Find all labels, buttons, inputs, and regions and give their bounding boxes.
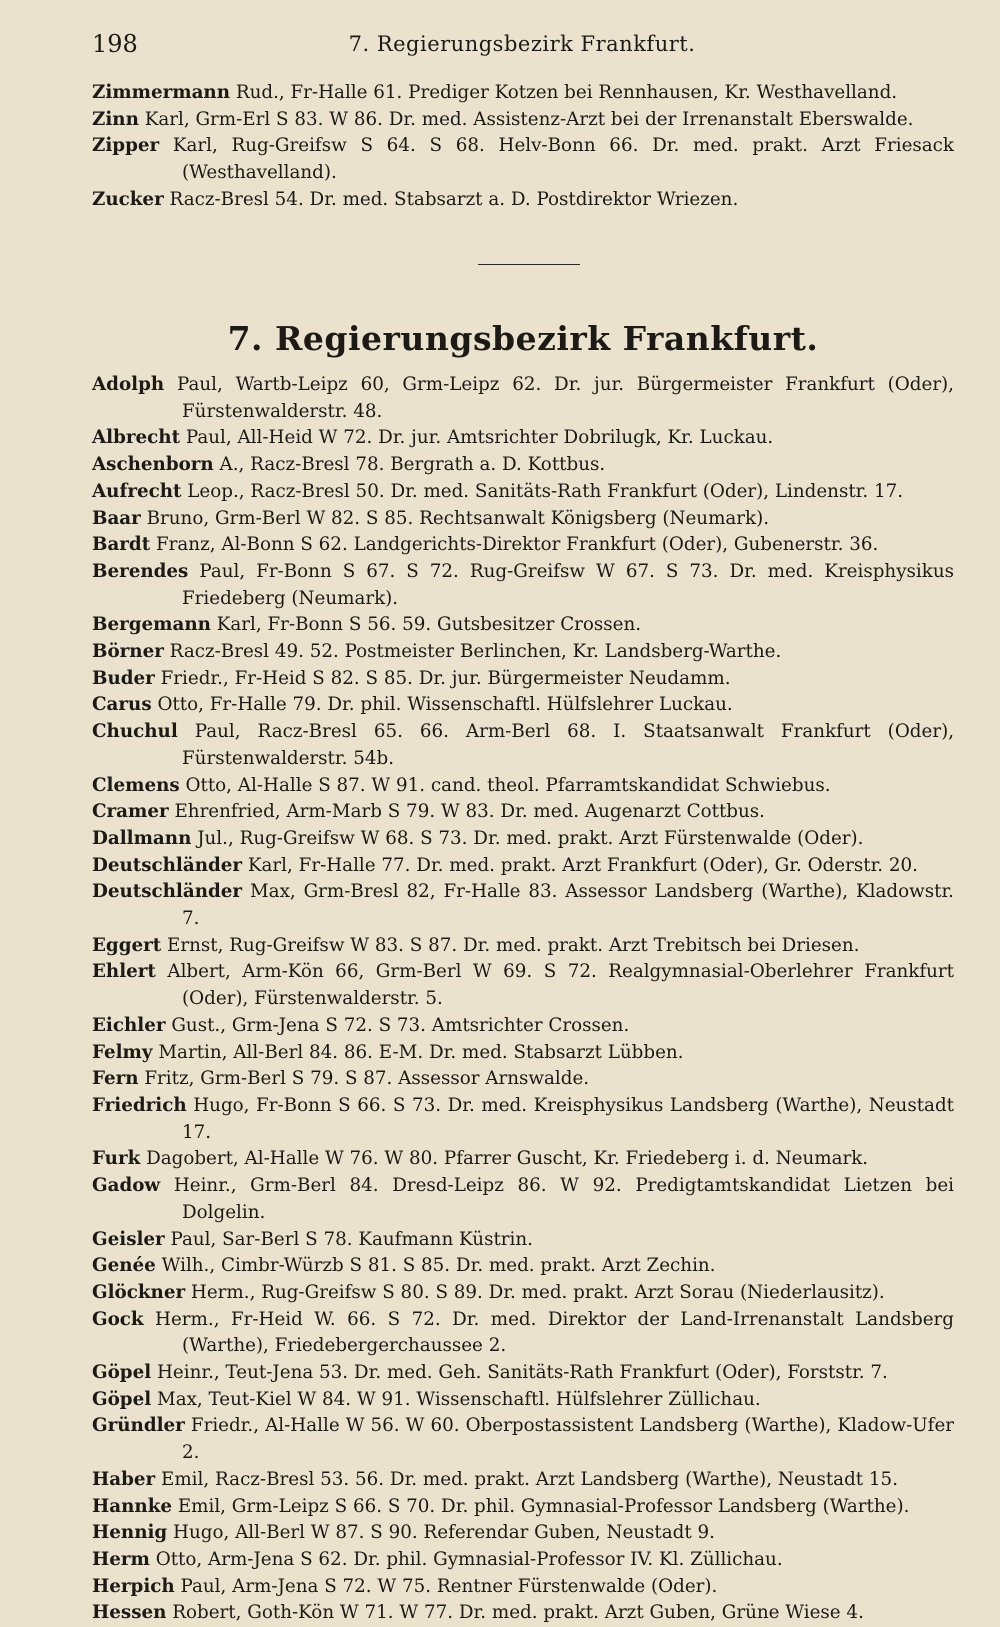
list-item [92, 372, 954, 425]
entry-surname: Genée [92, 1255, 156, 1277]
entry-surname: Albrecht [92, 427, 181, 449]
entry-text: Heinr., Grm-Berl 84. Dresd-Leipz 86. W 92. Predigtamtskandidat Lietzen bei Dolgelin. [173, 1175, 955, 1223]
list-item [92, 612, 954, 639]
entry-text: Martin, All-Berl 84. 86. E-M. Dr. med. Stabsarzt Lübben. [158, 1041, 684, 1063]
list-item [92, 853, 954, 880]
page-number: 198 [92, 30, 138, 58]
entry-surname: Buder [92, 667, 155, 689]
list-item [92, 773, 954, 800]
entry-text: Fritz, Grm-Berl S 79. S 87. Assessor Arnswalde. [144, 1068, 590, 1090]
list-item [92, 1146, 954, 1173]
entry-surname: Börner [92, 641, 164, 663]
entry-surname: Gock [92, 1308, 144, 1330]
list-item [92, 1574, 954, 1601]
entry-surname: Zucker [92, 188, 164, 210]
entry-text: Paul, All-Heid W 72. Dr. jur. Amtsrichter Dobrilugk, Kr. Luckau. [185, 427, 774, 449]
entry-text: Paul, Fr-Bonn S 67. S 72. Rug-Greifsw W 67. S 73. Dr. med. Kreisphysikus Friedeberg (Neumark). [182, 560, 955, 609]
entry-surname: Friedrich [92, 1094, 187, 1116]
list-item [92, 1253, 954, 1280]
entry-text: Max, Teut-Kiel W 84. W 91. Wissenschaftl. Hülfslehrer Züllichau. [156, 1388, 761, 1410]
section-title: 7. Regierungsbezirk Frankfurt. [227, 319, 819, 358]
entry-text: Otto, Fr-Halle 79. Dr. phil. Wissenschaftl. Hülfslehrer Luckau. [157, 694, 733, 716]
list-item [92, 639, 954, 666]
entry-text: Hugo, All-Berl W 87. S 90. Referendar Guben, Neustadt 9. [173, 1522, 715, 1544]
entry-surname: Hannke [92, 1495, 172, 1517]
list-item [92, 1280, 954, 1307]
list-item [92, 479, 954, 506]
entry-surname: Cramer [92, 801, 169, 823]
entry-surname: Herpich [92, 1575, 175, 1597]
entry-text: Wilh., Cimbr-Würzb S 81. S 85. Dr. med. prakt. Arzt Zechin. [161, 1255, 716, 1277]
entry-text: Rud., Fr-Halle 61. Prediger Kotzen bei Rennhausen, Kr. Westhavelland. [235, 82, 898, 103]
page-header [92, 30, 952, 64]
entries-main [92, 372, 954, 1627]
entry-text: Karl, Fr-Halle 77. Dr. med. prakt. Arzt Frankfurt (Oder), Gr. Oderstr. 20. [247, 854, 918, 876]
entry-text: Robert, Goth-Kön W 71. W 77. Dr. med. prakt. Arzt Guben, Grüne Wiese 4. [172, 1602, 864, 1624]
entry-surname: Baar [92, 507, 141, 529]
list-item [92, 187, 954, 214]
entry-surname: Eggert [92, 934, 162, 956]
entry-text: Emil, Grm-Leipz S 66. S 70. Dr. phil. Gymnasial-Professor Landsberg (Warthe). [177, 1495, 910, 1517]
entry-text: Leop., Racz-Bresl 50. Dr. med. Sanitäts-Rath Frankfurt (Oder), Lindenstr. 17. [187, 480, 904, 502]
entry-surname: Göpel [92, 1362, 152, 1384]
entry-surname: Felmy [92, 1041, 153, 1063]
entry-surname: Bergemann [92, 614, 211, 636]
entry-text: A., Racz-Bresl 78. Bergrath a. D. Kottbus. [219, 454, 606, 476]
entry-surname: Eichler [92, 1014, 166, 1036]
entry-text: Emil, Racz-Bresl 53. 56. Dr. med. prakt. Arzt Landsberg (Warthe), Neustadt 15. [160, 1468, 898, 1490]
list-item [92, 1600, 954, 1627]
list-item [92, 799, 954, 826]
list-item [92, 1360, 954, 1387]
list-item [92, 1227, 954, 1254]
list-item [92, 1093, 954, 1146]
entry-surname: Bardt [92, 534, 151, 556]
entry-surname: Göpel [92, 1388, 152, 1410]
entry-text: Herm., Rug-Greifsw S 80. S 89. Dr. med. prakt. Arzt Sorau (Niederlausitz). [190, 1281, 885, 1303]
entry-surname: Clemens [92, 774, 180, 796]
entry-surname: Deutschländer [92, 854, 243, 876]
list-item [92, 1013, 954, 1040]
entry-text: Karl, Fr-Bonn S 56. 59. Gutsbesitzer Crossen. [216, 614, 642, 636]
entry-surname: Gadow [92, 1175, 161, 1197]
entry-text: Max, Grm-Bresl 82, Fr-Halle 83. Assessor Landsberg (Warthe), Kladowstr. 7. [182, 881, 954, 930]
list-item [92, 959, 954, 1012]
entry-text: Paul, Wartb-Leipz 60, Grm-Leipz 62. Dr. jur. Bürgermeister Frankfurt (Oder), Fürstenwalderstr. 48. [176, 374, 954, 422]
entry-surname: Gründler [92, 1415, 185, 1437]
entry-surname: Carus [92, 694, 152, 716]
entry-surname: Hennig [92, 1522, 168, 1544]
entry-text: Paul, Racz-Bresl 65. 66. Arm-Berl 68. I. Staatsanwalt Frankfurt (Oder), Fürstenwalderstr. 54b. [182, 721, 955, 769]
list-item [92, 1494, 954, 1521]
entry-surname: Haber [92, 1468, 156, 1490]
entry-text: Jul., Rug-Greifsw W 68. S 73. Dr. med. prakt. Arzt Fürstenwalde (Oder). [197, 827, 864, 849]
entry-text: Friedr., Al-Halle W 56. W 60. Oberpostassistent Landsberg (Warthe), Kladow-Ufer 2. [182, 1415, 955, 1464]
list-item [92, 133, 954, 186]
entry-surname: Herm [92, 1548, 150, 1570]
entry-surname: Hessen [92, 1602, 167, 1624]
list-item [92, 1040, 954, 1067]
entry-surname: Berendes [92, 560, 189, 582]
list-item [92, 1520, 954, 1547]
entry-surname: Furk [92, 1148, 141, 1170]
list-item [92, 1307, 954, 1360]
entry-text: Dagobert, Al-Halle W 76. W 80. Pfarrer Guscht, Kr. Friedeberg i. d. Neumark. [146, 1148, 869, 1170]
entry-text: Karl, Grm-Erl S 83. W 86. Dr. med. Assistenz-Arzt bei der Irrenanstalt Eberswalde. [144, 108, 914, 130]
entry-surname: Zipper [92, 135, 160, 157]
list-item [92, 692, 954, 719]
entry-surname: Zinn [92, 108, 139, 130]
entries-top [92, 80, 954, 214]
list-item [92, 719, 954, 772]
section-divider [478, 264, 580, 265]
entry-text: Otto, Arm-Jena S 62. Dr. phil. Gymnasial-Professor IV. Kl. Züllichau. [155, 1548, 783, 1570]
list-item [92, 80, 954, 107]
entry-text: Herm., Fr-Heid W. 66. S 72. Dr. med. Direktor der Land-Irrenanstalt Landsberg (Warthe), Friedebergerchaussee 2. [155, 1308, 954, 1357]
entry-text: Otto, Al-Halle S 87. W 91. cand. theol. Pfarramtskandidat Schwiebus. [185, 774, 831, 796]
list-item [92, 1467, 954, 1494]
list-item [92, 879, 954, 932]
entry-text: Bruno, Grm-Berl W 82. S 85. Rechtsanwalt Königsberg (Neumark). [146, 507, 770, 529]
list-item [92, 506, 954, 533]
list-item [92, 532, 954, 559]
list-item [92, 559, 954, 612]
list-item [92, 826, 954, 853]
list-item [92, 933, 954, 960]
entry-text: Gust., Grm-Jena S 72. S 73. Amtsrichter Crossen. [171, 1014, 630, 1036]
list-item [92, 1173, 954, 1226]
entry-surname: Geisler [92, 1228, 165, 1250]
entry-surname: Adolph [92, 374, 165, 395]
entry-surname: Ehlert [92, 961, 156, 983]
list-item [92, 1066, 954, 1093]
entry-text: Paul, Arm-Jena S 72. W 75. Rentner Fürstenwalde (Oder). [180, 1575, 718, 1597]
entry-text: Racz-Bresl 49. 52. Postmeister Berlinchen, Kr. Landsberg-Warthe. [169, 641, 782, 663]
entry-text: Heinr., Teut-Jena 53. Dr. med. Geh. Sanitäts-Rath Frankfurt (Oder), Forststr. 7. [156, 1362, 888, 1384]
entry-text: Franz, Al-Bonn S 62. Landgerichts-Direktor Frankfurt (Oder), Gubenerstr. 36. [155, 534, 879, 556]
list-item [92, 666, 954, 693]
entry-surname: Glöckner [92, 1281, 186, 1303]
running-title: 7. Regierungsbezirk Frankfurt. [348, 32, 696, 56]
list-item [92, 1547, 954, 1574]
entry-surname: Dallmann [92, 827, 192, 849]
list-item [92, 452, 954, 479]
list-item [92, 1413, 954, 1466]
entry-text: Friedr., Fr-Heid S 82. S 85. Dr. jur. Bürgermeister Neudamm. [160, 667, 731, 689]
entry-text: Ernst, Rug-Greifsw W 83. S 87. Dr. med. prakt. Arzt Trebitsch bei Driesen. [167, 934, 860, 956]
entry-text: Racz-Bresl 54. Dr. med. Stabsarzt a. D. Postdirektor Wriezen. [169, 188, 739, 210]
entry-surname: Fern [92, 1068, 139, 1090]
entry-text: Ehrenfried, Arm-Marb S 79. W 83. Dr. med. Augenarzt Cottbus. [174, 801, 765, 823]
entry-text: Albert, Arm-Kön 66, Grm-Berl W 69. S 72. Realgymnasial-Oberlehrer Frankfurt (Oder), Fürstenwalderstr. 5. [167, 961, 955, 1010]
entry-surname: Chuchul [92, 721, 178, 743]
list-item [92, 425, 954, 452]
list-item [92, 107, 954, 134]
entry-text: Karl, Rug-Greifsw S 64. S 68. Helv-Bonn 66. Dr. med. prakt. Arzt Friesack (Westhavelland). [172, 135, 954, 184]
entry-text: Paul, Sar-Berl S 78. Kaufmann Küstrin. [170, 1228, 533, 1250]
entry-surname: Aufrecht [92, 480, 182, 502]
entry-surname: Deutschländer [92, 881, 243, 903]
entry-text: Hugo, Fr-Bonn S 66. S 73. Dr. med. Kreisphysikus Landsberg (Warthe), Neustadt 17. [182, 1094, 955, 1143]
entry-surname: Aschenborn [92, 454, 214, 476]
entry-surname: Zimmermann [92, 82, 231, 103]
list-item [92, 1387, 954, 1414]
